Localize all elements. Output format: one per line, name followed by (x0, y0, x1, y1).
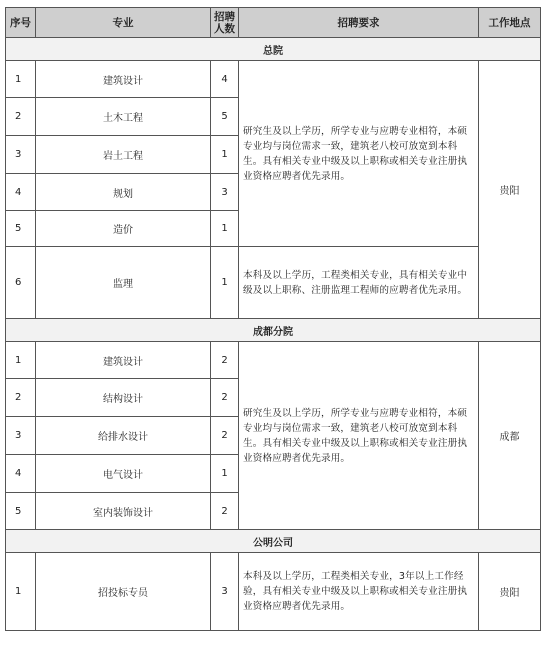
requirement-text: 本科及以上学历，工程类相关专业，具有相关专业中级及以上职称、注册监理工程师的应聘者优先录用。 (239, 247, 479, 319)
row-count: 1 (211, 247, 239, 319)
row-no: 4 (6, 174, 36, 211)
location-text: 成都 (479, 342, 541, 530)
row-major: 规划 (36, 174, 211, 211)
row-major: 招投标专员 (36, 553, 211, 631)
table-row (6, 61, 541, 98)
row-no: 1 (6, 342, 36, 379)
row-major: 结构设计 (36, 379, 211, 417)
row-count: 3 (211, 174, 239, 211)
header-count (211, 8, 239, 38)
row-count: 2 (211, 417, 239, 455)
section-row (6, 38, 541, 61)
section-row (6, 530, 541, 553)
header-requirement: 招聘要求 (239, 8, 479, 38)
section-title: 公明公司 (6, 530, 541, 553)
row-no: 5 (6, 211, 36, 247)
row-count: 1 (211, 136, 239, 174)
row-count: 1 (211, 211, 239, 247)
header-row (6, 8, 541, 38)
header-major: 专业 (36, 8, 211, 38)
row-major: 建筑设计 (36, 61, 211, 98)
header-no: 序号 (6, 8, 36, 38)
row-count: 4 (211, 61, 239, 98)
row-major: 室内装饰设计 (36, 493, 211, 530)
requirement-text: 研究生及以上学历，所学专业与应聘专业相符，本硕专业均与岗位需求一致，建筑老八校可放宽到本科生。具有相关专业中级及以上职称或相关专业注册执业资格应聘者优先录用。 (239, 342, 479, 530)
table-row (6, 553, 541, 631)
section-title: 成都分院 (6, 319, 541, 342)
header-count-line2: 人数 (214, 22, 235, 35)
requirement-text: 研究生及以上学历，所学专业与应聘专业相符，本硕专业均与岗位需求一致，建筑老八校可放宽到本科生。具有相关专业中级及以上职称或相关专业注册执业资格应聘者优先录用。 (239, 61, 479, 247)
row-major: 土木工程 (36, 98, 211, 136)
table-row (6, 342, 541, 379)
row-no: 5 (6, 493, 36, 530)
requirement-text: 本科及以上学历，工程类相关专业，3年以上工作经验，具有相关专业中级及以上职称或相关专业注册执业资格应聘者优先录用。 (239, 553, 479, 631)
location-text: 贵阳 (479, 61, 541, 319)
row-count: 3 (211, 553, 239, 631)
row-major: 造价 (36, 211, 211, 247)
row-count: 2 (211, 379, 239, 417)
row-no: 2 (6, 379, 36, 417)
section-title: 总院 (6, 38, 541, 61)
row-no: 1 (6, 553, 36, 631)
row-no: 1 (6, 61, 36, 98)
location-text: 贵阳 (479, 553, 541, 631)
row-count: 1 (211, 455, 239, 493)
row-major: 建筑设计 (36, 342, 211, 379)
table-row (6, 247, 541, 319)
row-no: 3 (6, 136, 36, 174)
row-no: 3 (6, 417, 36, 455)
row-major: 给排水设计 (36, 417, 211, 455)
section-row (6, 319, 541, 342)
header-count-line1: 招聘 (214, 10, 235, 23)
row-no: 2 (6, 98, 36, 136)
row-no: 6 (6, 247, 36, 319)
row-count: 5 (211, 98, 239, 136)
recruitment-table (5, 7, 541, 631)
row-count: 2 (211, 342, 239, 379)
header-location: 工作地点 (479, 8, 541, 38)
row-major: 岩土工程 (36, 136, 211, 174)
row-no: 4 (6, 455, 36, 493)
row-count: 2 (211, 493, 239, 530)
row-major: 监理 (36, 247, 211, 319)
row-major: 电气设计 (36, 455, 211, 493)
